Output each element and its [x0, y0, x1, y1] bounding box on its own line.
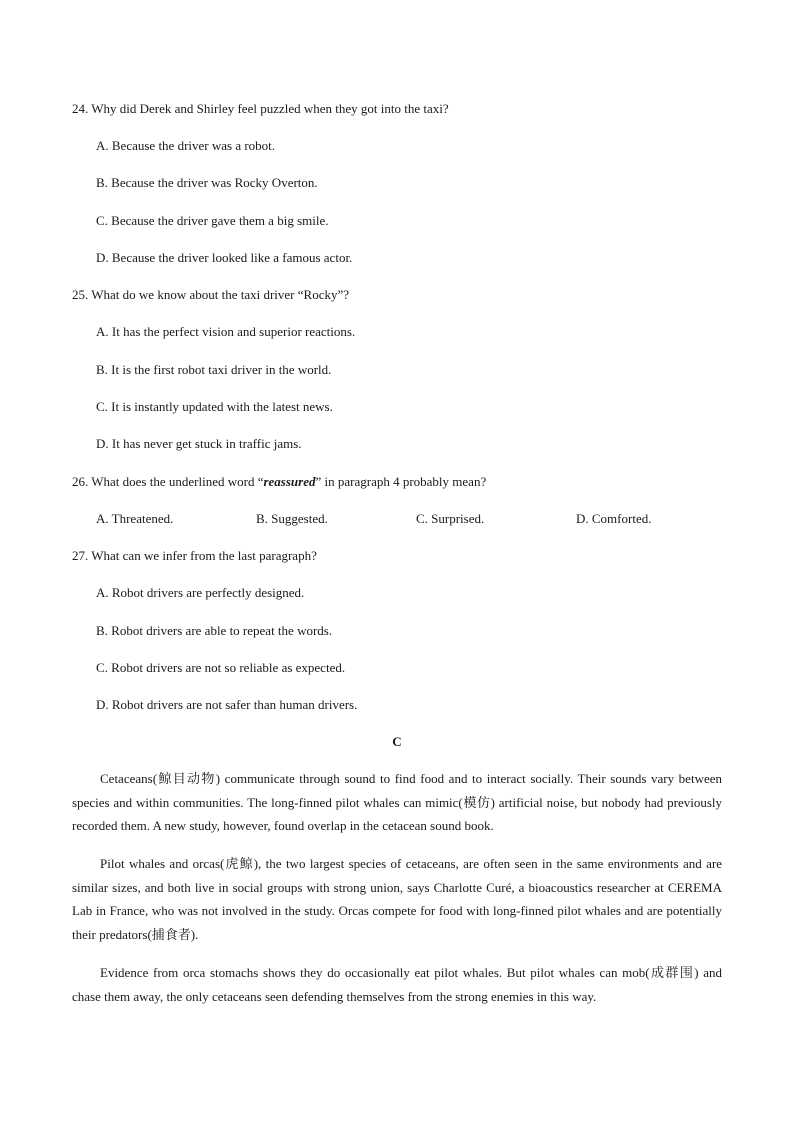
question-27-stem: 27. What can we infer from the last paragraph?	[72, 548, 317, 563]
passage-paragraph-3: Evidence from orca stomachs shows they do occasionally eat pilot whales. But pilot whales can mob(成群围) and chase them away, the only cetaceans seen defending themselves from the strong enemies in this way.	[72, 965, 722, 1004]
question-25-option-b: B. It is the first robot taxi driver in the world.	[96, 362, 332, 377]
question-26-option-c: C. Surprised.	[416, 511, 485, 526]
question-27-option-d: D. Robot drivers are not safer than human drivers.	[96, 697, 358, 712]
question-25-option-a: A. It has the perfect vision and superior reactions.	[96, 324, 356, 339]
question-27-option-b: B. Robot drivers are able to repeat the words.	[96, 623, 333, 638]
question-25-stem: 25. What do we know about the taxi driver “Rocky”?	[72, 287, 350, 302]
question-26-stem-after: ” in paragraph 4 probably mean?	[315, 474, 487, 489]
question-24-option-a: A. Because the driver was a robot.	[96, 138, 276, 153]
question-26-stem	[72, 474, 486, 490]
question-24-option-c: C. Because the driver gave them a big smile.	[96, 213, 329, 228]
question-25-option-d: D. It has never get stuck in traffic jams.	[96, 436, 302, 451]
question-27-option-a: A. Robot drivers are perfectly designed.	[96, 585, 305, 600]
question-26-option-b: B. Suggested.	[256, 511, 328, 526]
underlined-word: reassured	[263, 474, 316, 489]
question-26-option-d: D. Comforted.	[576, 511, 652, 526]
passage-paragraph-1: Cetaceans(鲸目动物) communicate through sound to find food and to interact socially. Their sounds vary between species and within communities. The long-finned pilot whales can mimic(模仿) artificial noise, but nobody had previously recorded them. A new study, however, found overlap in the cetacean sound book.	[72, 771, 722, 833]
question-25-option-c: C. It is instantly updated with the latest news.	[96, 399, 333, 414]
question-24-option-d: D. Because the driver looked like a famous actor.	[96, 250, 353, 265]
question-24-stem: 24. Why did Derek and Shirley feel puzzled when they got into the taxi?	[72, 101, 449, 116]
section-title: C	[392, 734, 402, 749]
question-26-stem-before: 26. What does the underlined word “	[72, 474, 264, 489]
question-27-option-c: C. Robot drivers are not so reliable as expected.	[96, 660, 346, 675]
question-26-option-a: A. Threatened.	[96, 511, 174, 526]
question-24-option-b: B. Because the driver was Rocky Overton.	[96, 175, 318, 190]
passage-paragraph-2: Pilot whales and orcas(虎鲸), the two largest species of cetaceans, are often seen in the same environments and are similar sizes, and both live in social groups with strong union, says Charlotte Curé, a bioacoustics researcher at CEREMA Lab in France, who was not involved in the study. Orcas compete for food with long-finned pilot whales and are potentially their predators(捕食者).	[72, 856, 722, 942]
